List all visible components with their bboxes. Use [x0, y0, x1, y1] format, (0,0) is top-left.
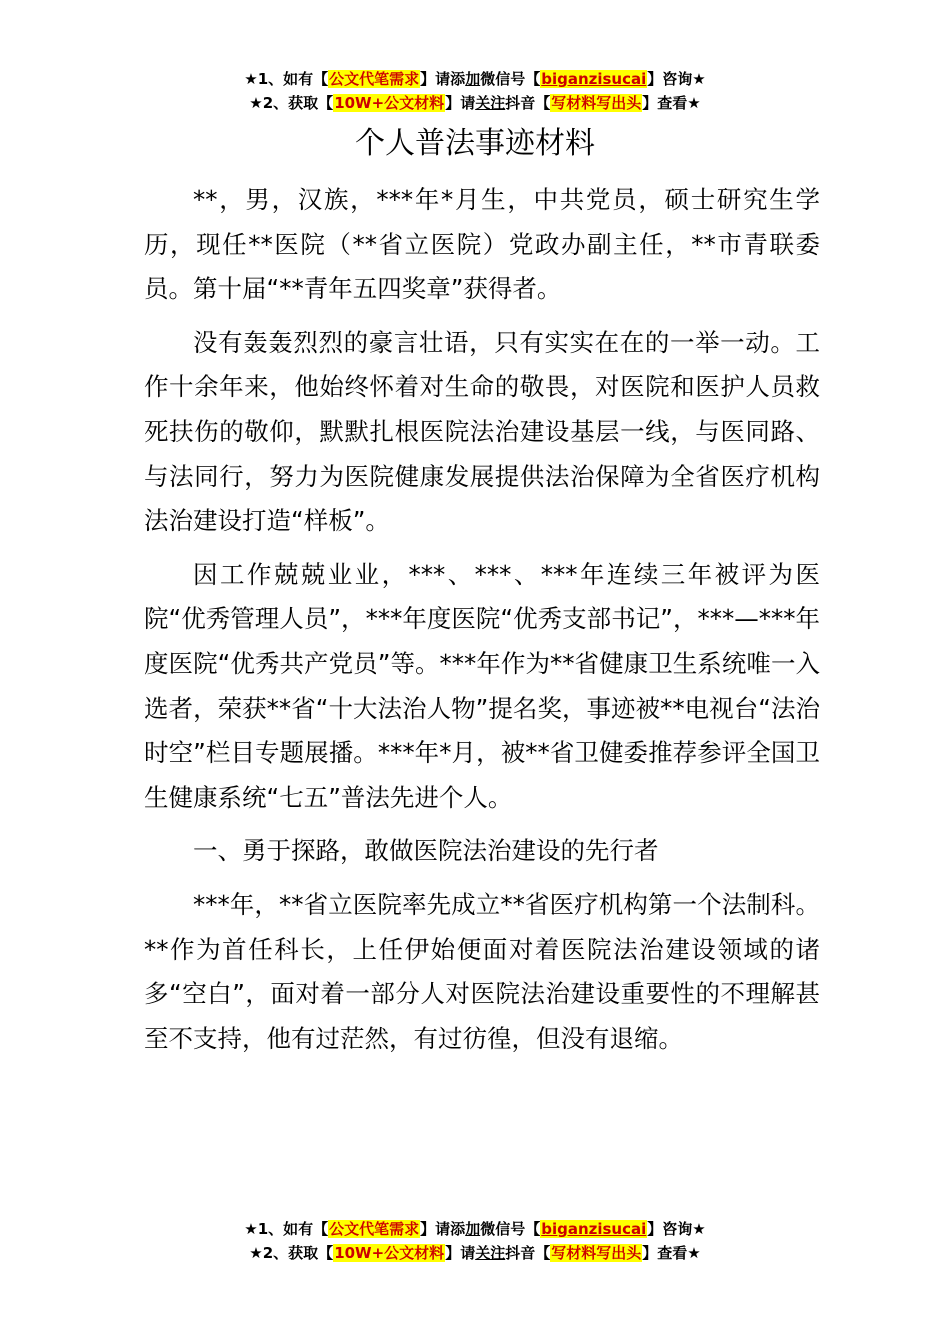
footer-promo-line-2-middle-2: 抖音【	[505, 1244, 551, 1262]
footer-promo-line-1-underlined: 加	[465, 1220, 481, 1238]
promo-line-1	[0, 67, 950, 91]
promo-line-1-underlined: 加	[465, 70, 481, 88]
footer-promo-line-2-middle: 】请	[445, 1244, 476, 1262]
footer-promo-line-1	[0, 1217, 950, 1241]
promo-line-2-middle-2: 抖音【	[505, 94, 551, 112]
footer-promo-line-2-highlight-materials: 10W+公文材料	[334, 1244, 445, 1262]
footer-promo-line-1-middle: 】请添	[420, 1220, 466, 1238]
footer-promo-banner	[0, 1217, 950, 1265]
footer-promo-line-2-suffix: 】查看★	[642, 1244, 701, 1262]
promo-line-1-prefix: ★1、如有【	[244, 70, 329, 88]
promo-line-1-wechat-id[interactable]: biganzisucai	[541, 70, 647, 88]
footer-promo-line-1-prefix: ★1、如有【	[244, 1220, 329, 1238]
promo-line-2-douyin-account: 写材料写出头	[551, 94, 642, 112]
footer-promo-line-1-suffix: 】咨询★	[647, 1220, 706, 1238]
promo-line-2-prefix: ★2、获取【	[249, 94, 334, 112]
header-promo-banner	[0, 67, 950, 115]
footer-promo-line-1-middle-2: 微信号【	[480, 1220, 541, 1238]
promo-line-1-highlight-service: 公文代笔需求	[329, 70, 420, 88]
document-body	[144, 178, 820, 1070]
paragraph-section-1: ***年，**省立医院率先成立**省医疗机构第一个法制科。**作为首任科长，上任伊始便面对着医院法治建设领域的诸多“空白”，面对着一部分人对医院法治建设重要性的不理解甚至不支持，他有过茫然，有过彷徨，但没有退缩。	[144, 889, 820, 1053]
footer-promo-line-1-highlight-service: 公文代笔需求	[329, 1220, 420, 1238]
promo-line-2-underlined: 关注	[475, 94, 506, 112]
promo-line-1-middle: 】请添	[420, 70, 466, 88]
footer-promo-line-2-underlined: 关注	[475, 1244, 506, 1262]
promo-line-1-middle-2: 微信号【	[480, 70, 541, 88]
footer-promo-line-2	[0, 1241, 950, 1265]
promo-line-1-suffix: 】咨询★	[647, 70, 706, 88]
paragraph-dedication: 没有轰轰烈烈的豪言壮语，只有实实在在的一举一动。工作十余年来，他始终怀着对生命的敬畏，对医院和医护人员救死扶伤的敬仰，默默扎根医院法治建设基层一线，与医同路、与法同行，努力为医院健康发展提供法治保障为全省医疗机构法治建设打造“样板”。	[144, 327, 820, 536]
promo-line-2-middle: 】请	[445, 94, 476, 112]
promo-line-2-highlight-materials: 10W+公文材料	[334, 94, 445, 112]
paragraph-honors: 因工作兢兢业业，***、***、***年连续三年被评为医院“优秀管理人员”，***年度医院“优秀支部书记”，***—***年度医院“优秀共产党员”等。***年作为**省健康卫生系统唯一入选者，荣获**省“十大法治人物”提名奖，事迹被**电视台“法治时空”栏目专题展播。***年*月，被**省卫健委推荐参评全国卫生健康系统“七五”普法先进个人。	[144, 559, 820, 812]
paragraph-intro: **，男，汉族，***年*月生，中共党员，硕士研究生学历，现任**医院（**省立医院）党政办副主任，**市青联委员。第十届“**青年五四奖章”获得者。	[144, 185, 820, 304]
footer-promo-line-2-douyin-account: 写材料写出头	[551, 1244, 642, 1262]
footer-promo-line-2-prefix: ★2、获取【	[249, 1244, 334, 1262]
promo-line-2-suffix: 】查看★	[642, 94, 701, 112]
footer-promo-line-1-wechat-id[interactable]: biganzisucai	[541, 1220, 647, 1238]
promo-line-2	[0, 91, 950, 115]
document-title: 个人普法事迹材料	[355, 126, 595, 161]
section-heading-1: 一、勇于探路，敢做医院法治建设的先行者	[193, 836, 659, 866]
